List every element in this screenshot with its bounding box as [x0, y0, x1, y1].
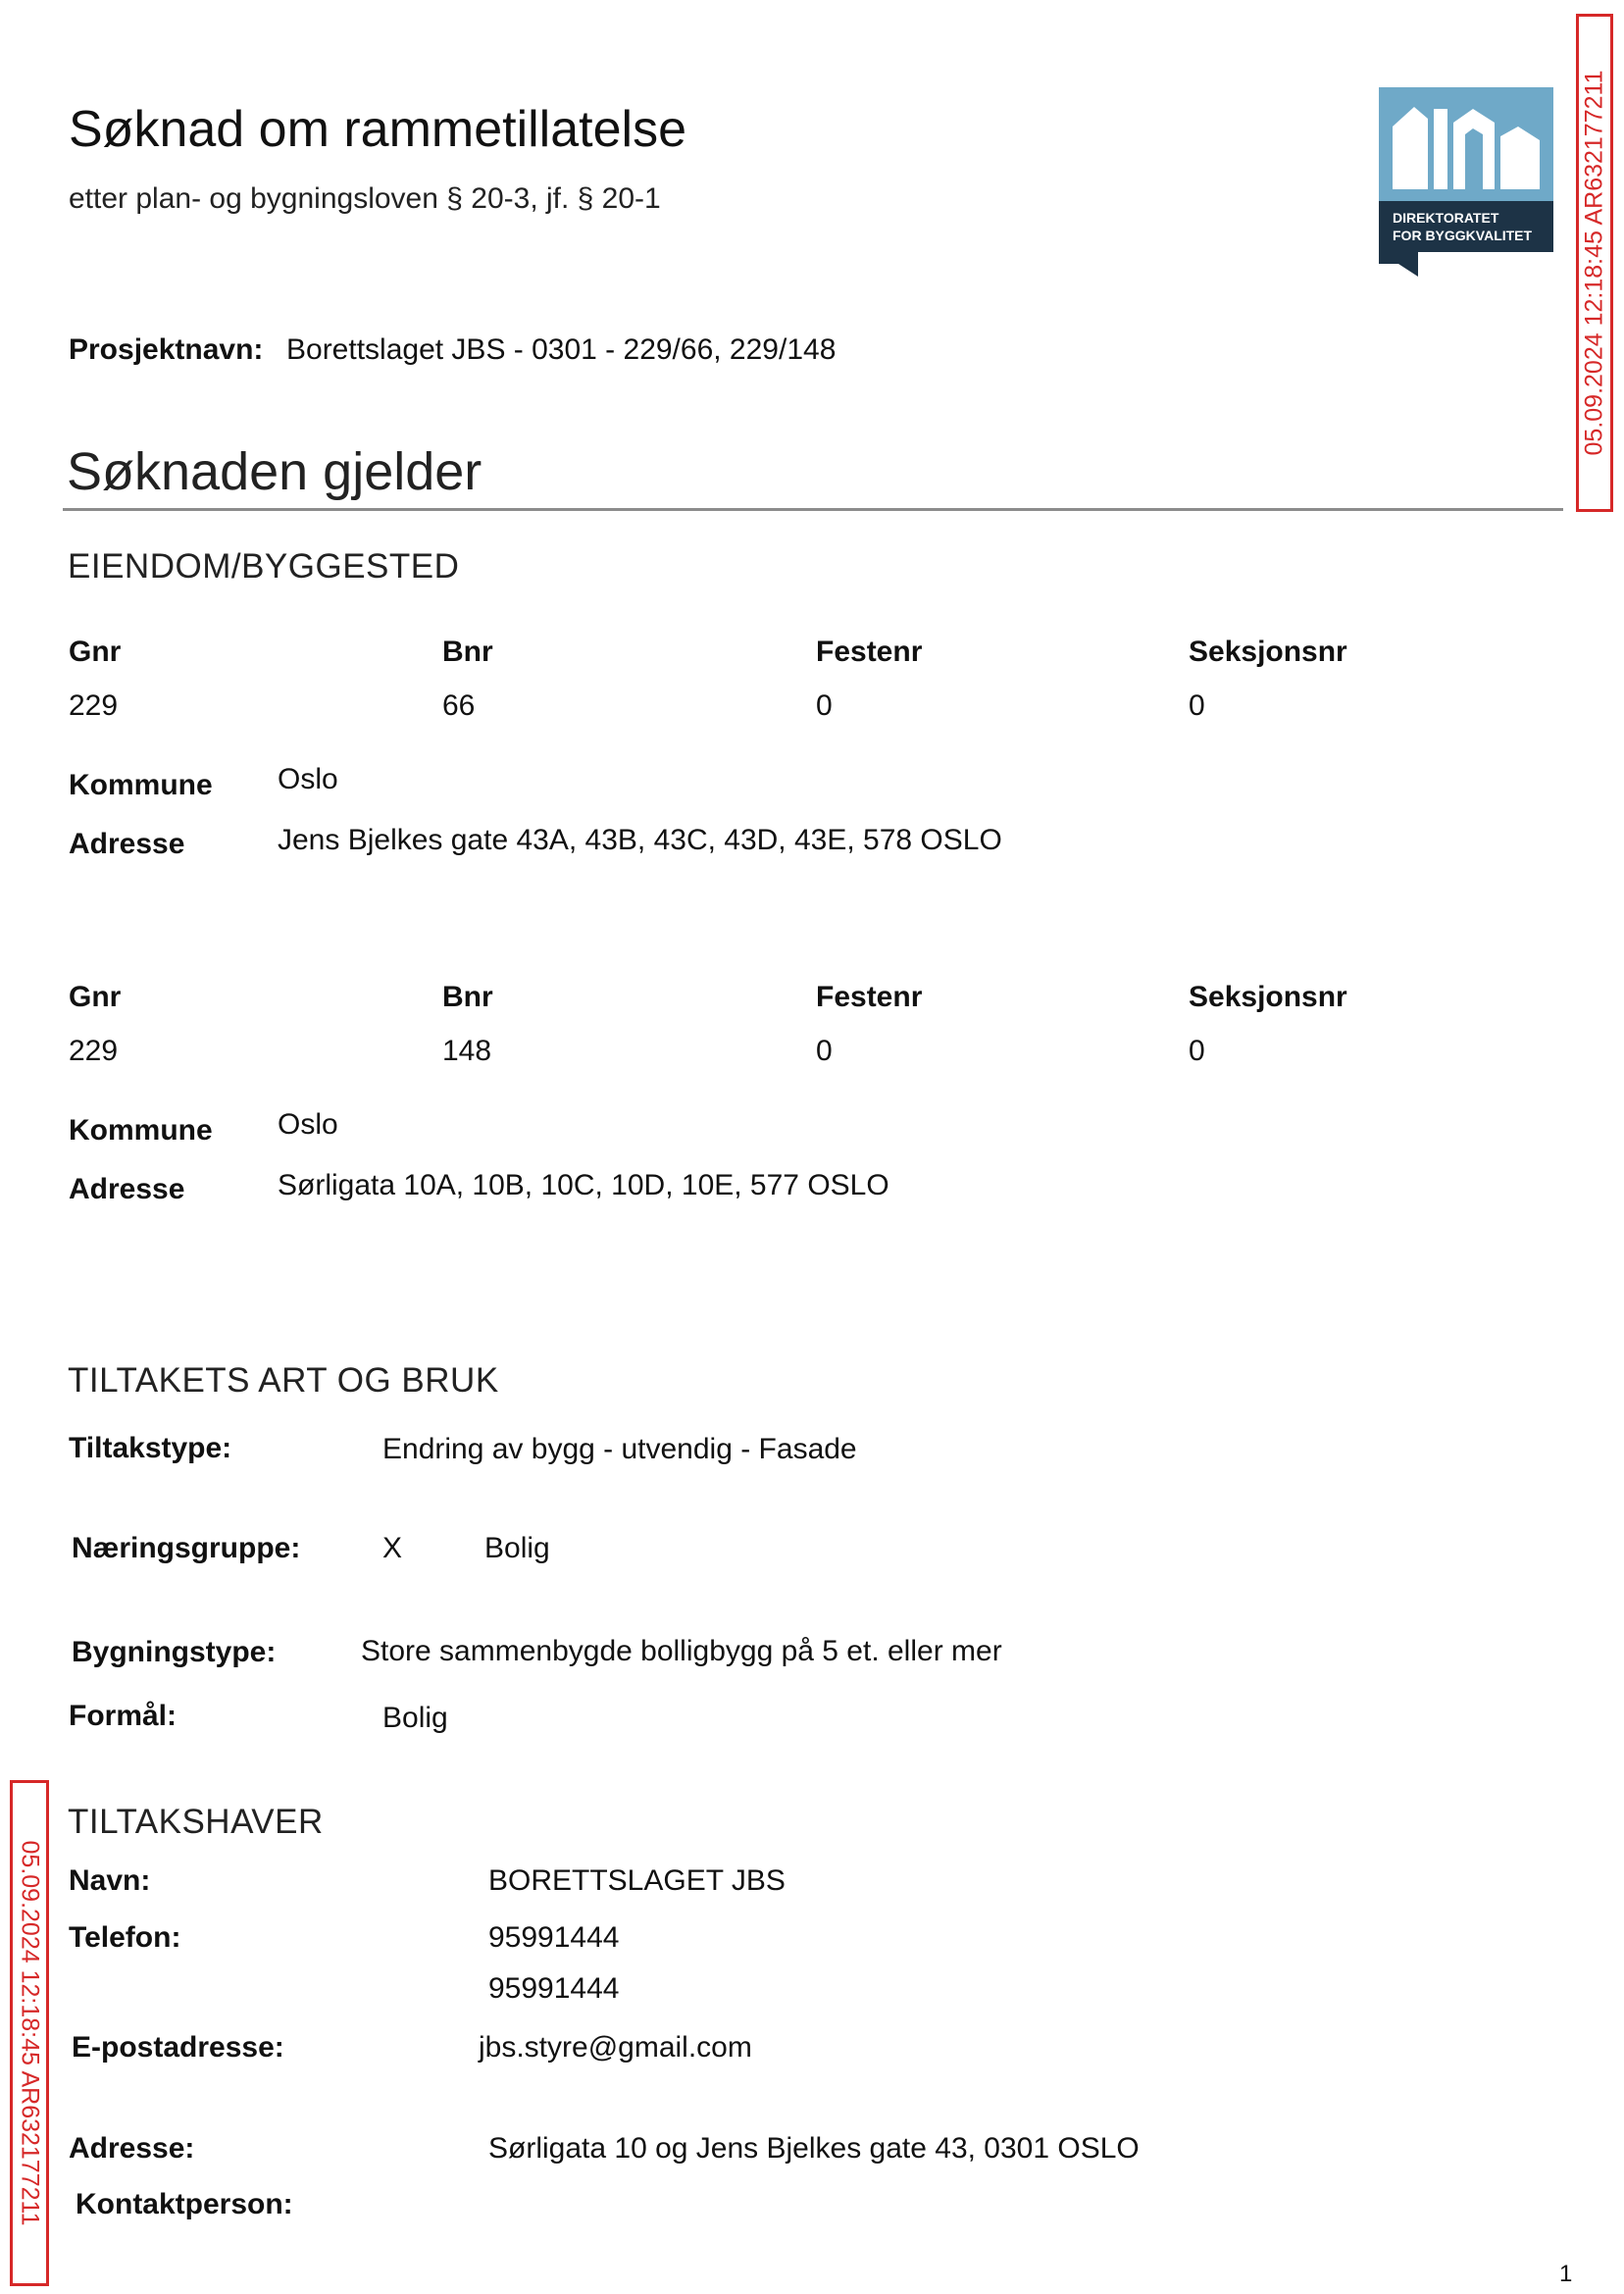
kommune-value-2: Oslo	[278, 1108, 338, 1141]
adresse-label-1: Adresse	[69, 828, 185, 860]
col-gnr-2: Gnr	[69, 981, 122, 1013]
kommune-value-1: Oslo	[278, 763, 338, 795]
telefon-value-2: 95991444	[488, 1972, 620, 2005]
kontaktperson-label: Kontaktperson:	[76, 2188, 293, 2220]
dibk-logo	[1379, 87, 1553, 277]
naeringsgruppe-value: Bolig	[484, 1532, 550, 1564]
col-seksjonsnr-1: Seksjonsnr	[1189, 636, 1347, 668]
section-title: Søknaden gjelder	[67, 442, 482, 501]
epost-value: jbs.styre@gmail.com	[479, 2031, 752, 2064]
bnr-value-1: 66	[442, 689, 476, 722]
naeringsgruppe-code: X	[382, 1532, 403, 1564]
bnr-value-2: 148	[442, 1035, 492, 1067]
kommune-label-1: Kommune	[69, 769, 213, 801]
seksjonsnr-value-1: 0	[1189, 689, 1205, 722]
section-divider	[63, 508, 1563, 511]
adresse-label-2: Adresse	[69, 1173, 185, 1205]
received-stamp-left	[10, 1780, 49, 2286]
stamp-text-left: 05.09.2024 12:18:45 AR632177211	[16, 1840, 44, 2226]
logo-text-line1: DIREKTORATET	[1393, 210, 1499, 226]
tiltakshaver-heading: TILTAKSHAVER	[68, 1803, 324, 1841]
logo-text-line2: FOR BYGGKVALITET	[1393, 228, 1533, 243]
formal-value: Bolig	[382, 1702, 448, 1734]
telefon-label: Telefon:	[69, 1921, 181, 1954]
col-gnr-1: Gnr	[69, 636, 122, 668]
bygningstype-label: Bygningstype:	[72, 1636, 277, 1668]
col-bnr-1: Bnr	[442, 636, 493, 668]
festenr-value-1: 0	[816, 689, 833, 722]
adresse-label-tiltakshaver: Adresse:	[69, 2132, 195, 2165]
tiltak-heading: TILTAKETS ART OG BRUK	[68, 1361, 499, 1400]
gnr-value-1: 229	[69, 689, 119, 722]
formal-label: Formål:	[69, 1700, 178, 1732]
property-heading: EIENDOM/BYGGESTED	[68, 547, 460, 586]
received-stamp-right	[1576, 14, 1613, 512]
naeringsgruppe-label: Næringsgruppe:	[72, 1532, 301, 1564]
adresse-value-1: Jens Bjelkes gate 43A, 43B, 43C, 43D, 43E, 578 OSLO	[278, 824, 1002, 856]
tiltakstype-value: Endring av bygg - utvendig - Fasade	[382, 1433, 857, 1465]
adresse-value-2: Sørligata 10A, 10B, 10C, 10D, 10E, 577 OSLO	[278, 1169, 889, 1201]
kommune-label-2: Kommune	[69, 1114, 213, 1147]
project-name-label: Prosjektnavn:	[69, 333, 264, 366]
tiltakstype-label: Tiltakstype:	[69, 1432, 232, 1464]
bygningstype-value: Store sammenbygde bolligbygg på 5 et. eller mer	[361, 1635, 1002, 1667]
navn-label: Navn:	[69, 1864, 151, 1897]
document-title: Søknad om rammetillatelse	[69, 101, 686, 158]
navn-value: BORETTSLAGET JBS	[488, 1864, 786, 1897]
gnr-value-2: 229	[69, 1035, 119, 1067]
col-festenr-1: Festenr	[816, 636, 923, 668]
col-festenr-2: Festenr	[816, 981, 923, 1013]
telefon-value-1: 95991444	[488, 1921, 620, 1954]
stamp-text-right: 05.09.2024 12:18:45 AR632177211	[1580, 70, 1608, 456]
epost-label: E-postadresse:	[72, 2031, 284, 2064]
festenr-value-2: 0	[816, 1035, 833, 1067]
col-bnr-2: Bnr	[442, 981, 493, 1013]
document-subtitle: etter plan- og bygningsloven § 20-3, jf. § 20-1	[69, 182, 661, 215]
project-name-value: Borettslaget JBS - 0301 - 229/66, 229/148	[286, 333, 837, 366]
page-number: 1	[1559, 2261, 1573, 2287]
adresse-value-tiltakshaver: Sørligata 10 og Jens Bjelkes gate 43, 0301 OSLO	[488, 2132, 1140, 2165]
seksjonsnr-value-2: 0	[1189, 1035, 1205, 1067]
col-seksjonsnr-2: Seksjonsnr	[1189, 981, 1347, 1013]
